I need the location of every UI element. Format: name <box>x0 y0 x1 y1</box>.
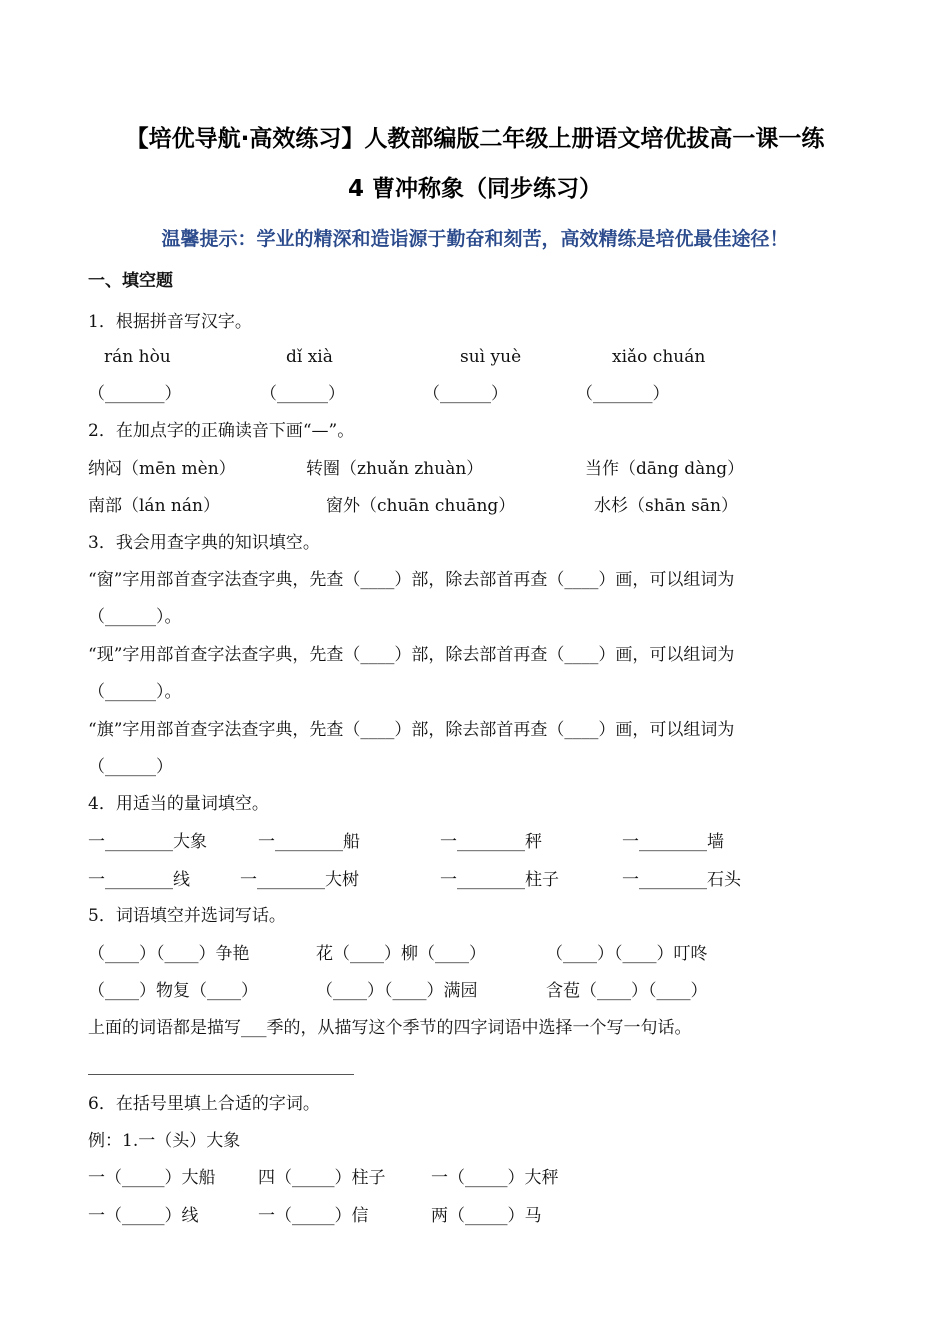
writing-prompt: 上面的词语都是描写___季的，从描写这个季节的四字词语中选择一个写一句话。 <box>88 1018 692 1038</box>
dictionary-item-answer[interactable]: （______）。 <box>88 682 182 702</box>
pronunciation-item: 转圈（zhuǎn zhuàn） <box>306 459 484 479</box>
idiom-blank[interactable]: 花（____）柳（____） <box>316 944 486 964</box>
idiom-blank[interactable]: （____）（____）争艳 <box>88 944 250 964</box>
pinyin-2: dǐ xià <box>286 347 333 367</box>
question-6-title: 6．在括号里填上合适的字词。 <box>88 1094 320 1114</box>
question-3-title: 3．我会用查字典的知识填空。 <box>88 533 320 553</box>
pronunciation-item: 水杉（shān sān） <box>594 496 738 516</box>
fill-word-item[interactable]: 一（_____）线 <box>88 1206 199 1226</box>
dictionary-item-answer[interactable]: （______） <box>88 757 173 777</box>
measure-word-item[interactable]: 一________大象 <box>88 832 207 852</box>
question-2-title: 2．在加点字的正确读音下画“—”。 <box>88 421 355 441</box>
fill-word-item[interactable]: 一（_____）大秤 <box>431 1168 559 1188</box>
answer-blank-3[interactable]: （______） <box>423 384 508 404</box>
fill-word-item[interactable]: 四（_____）柱子 <box>258 1168 386 1188</box>
pinyin-3: suì yuè <box>460 347 522 367</box>
fill-word-item[interactable]: 一（_____）大船 <box>88 1168 216 1188</box>
dictionary-item-line: “旗”字用部首查字法查字典，先查（____）部，除去部首再查（____）画，可以组词为 <box>88 720 735 740</box>
fill-word-item[interactable]: 两（_____）马 <box>431 1206 542 1226</box>
document-title: 【培优导航·高效练习】人教部编版二年级上册语文培优拔高一课一练 <box>125 126 825 152</box>
idiom-blank[interactable]: 含苞（____）（____） <box>546 981 708 1001</box>
dictionary-item-line: “现”字用部首查字法查字典，先查（____）部，除去部首再查（____）画，可以组词为 <box>88 645 735 665</box>
section-title-fill-in: 一、填空题 <box>88 271 173 291</box>
measure-word-item[interactable]: 一________线 <box>88 870 190 890</box>
measure-word-item[interactable]: 一________秤 <box>440 832 542 852</box>
measure-word-item[interactable]: 一________墙 <box>622 832 724 852</box>
question-5-title: 5．词语填空并选词写话。 <box>88 906 286 926</box>
measure-word-item[interactable]: 一________柱子 <box>440 870 559 890</box>
pronunciation-item: 窗外（chuān chuāng） <box>326 496 516 516</box>
idiom-blank[interactable]: （____）物复（____） <box>88 981 258 1001</box>
tip-text: 温馨提示：学业的精深和造诣源于勤奋和刻苦，高效精练是培优最佳途径！ <box>161 228 789 250</box>
document-subtitle: 4 曹冲称象（同步练习） <box>347 176 602 202</box>
measure-word-item[interactable]: 一________大树 <box>240 870 359 890</box>
pronunciation-item: 当作（dāng dàng） <box>585 459 745 479</box>
idiom-blank[interactable]: （____）（____）叮咚 <box>546 944 708 964</box>
question-4-title: 4．用适当的量词填空。 <box>88 794 269 814</box>
question-1-title: 1．根据拼音写汉字。 <box>88 312 252 332</box>
answer-blank-4[interactable]: （_______） <box>576 384 670 404</box>
pronunciation-item: 南部（lán nán） <box>88 496 220 516</box>
pronunciation-item: 纳闷（mēn mèn） <box>88 459 236 479</box>
idiom-blank[interactable]: （____）（____）满园 <box>316 981 478 1001</box>
dictionary-item-line: “窗”字用部首查字法查字典，先查（____）部，除去部首再查（____）画，可以组词为 <box>88 570 735 590</box>
answer-blank-2[interactable]: （______） <box>260 384 345 404</box>
measure-word-item[interactable]: 一________石头 <box>622 870 741 890</box>
pinyin-4: xiǎo chuán <box>612 347 706 367</box>
answer-blank-1[interactable]: （_______） <box>88 384 182 404</box>
pinyin-1: rán hòu <box>104 347 171 367</box>
dictionary-item-answer[interactable]: （______）。 <box>88 607 182 627</box>
writing-answer-line[interactable] <box>88 1074 354 1075</box>
measure-word-item[interactable]: 一________船 <box>258 832 360 852</box>
fill-word-item[interactable]: 一（_____）信 <box>258 1206 369 1226</box>
example-line: 例：1.一（头）大象 <box>88 1131 241 1151</box>
